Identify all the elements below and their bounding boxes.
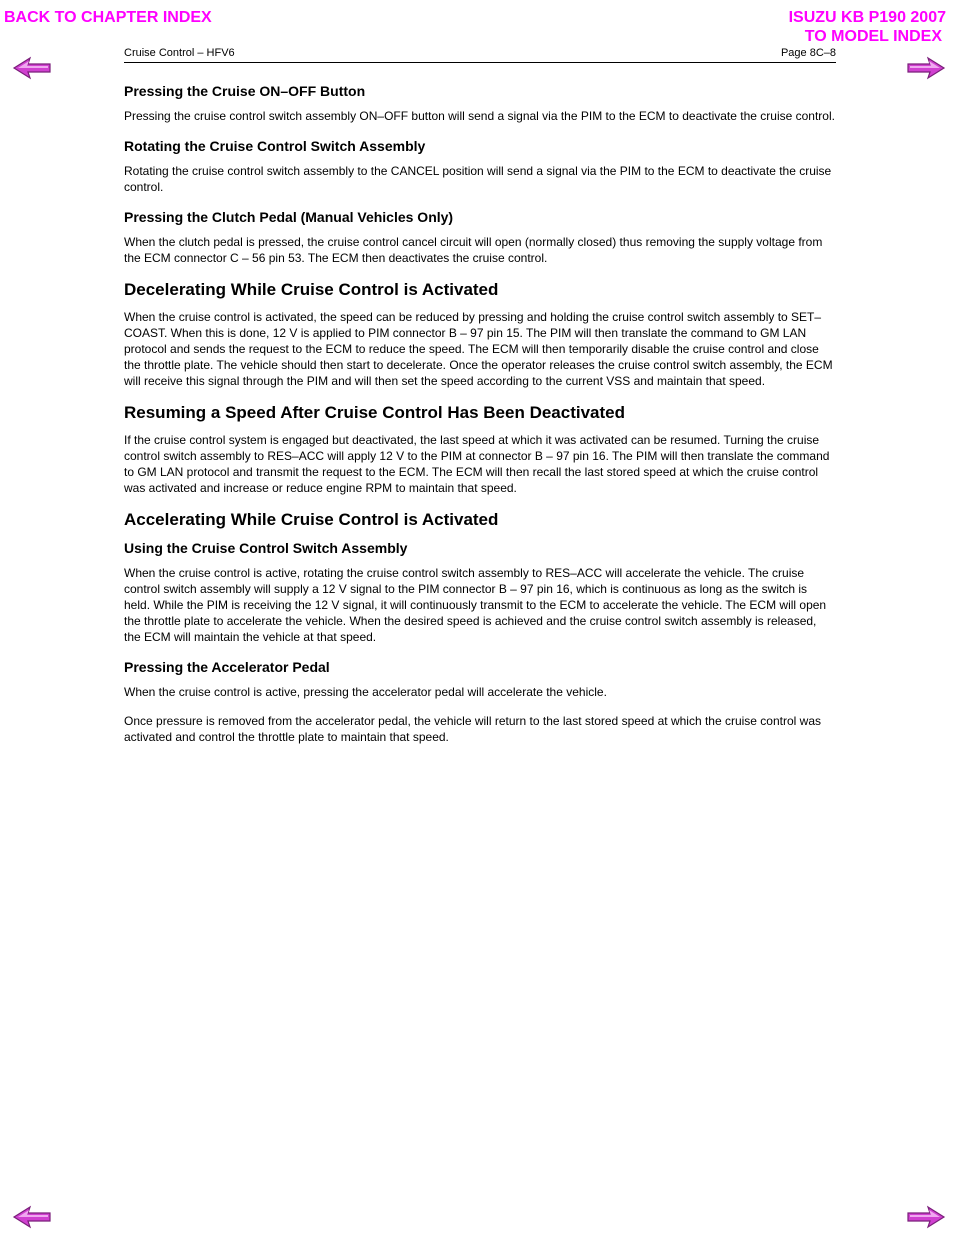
model-title-link[interactable]: ISUZU KB P190 2007: [788, 9, 946, 26]
to-model-index-link[interactable]: TO MODEL INDEX: [804, 28, 942, 45]
header-section-title: Cruise Control – HFV6: [124, 47, 235, 59]
next-page-arrow-icon[interactable]: [906, 56, 946, 80]
paragraph: When the clutch pedal is pressed, the cruise control cancel circuit will open (normally closed) thus removing the supply voltage from the ECM connector C – 56 pin 53. The ECM then deactivates the cruise control.: [124, 235, 823, 265]
heading-decelerating: Decelerating While Cruise Control is Activated: [124, 280, 499, 299]
paragraph: If the cruise control system is engaged but deactivated, the last speed at which it was activated can be resumed. Turning the cruise control switch assembly to RES–ACC will apply 12 V to the PIM at connector B – 97 pin 16. The PIM will then translate the command to GM LAN protocol and transmit the request to the ECM. The ECM will then recall the last stored speed at which the cruise control was activated and increase or reduce engine RPM to maintain that speed.: [124, 433, 830, 495]
paragraph: Pressing the cruise control switch assembly ON–OFF button will send a signal via the PIM to the ECM to deactivate the cruise control.: [124, 109, 835, 123]
paragraph: When the cruise control is active, pressing the accelerator pedal will accelerate the vehicle.: [124, 685, 607, 699]
paragraph: Once pressure is removed from the accelerator pedal, the vehicle will return to the last stored speed at which the cruise control was activated and control the throttle plate to maintain that speed.: [124, 714, 822, 744]
paragraph: Rotating the cruise control switch assembly to the CANCEL position will send a signal via the PIM to the ECM to deactivate the cruise control.: [124, 164, 832, 194]
paragraph: When the cruise control is active, rotating the cruise control switch assembly to RES–ACC will accelerate the vehicle. The cruise control switch assembly will supply a 12 V signal to the PIM connector B – 97 pin 16, which is continuous as long as the switch is held. While the PIM is receiving the 12 V signal, it will continuously transmit to the ECM to accelerate the vehicle. The ECM will open the throttle plate to accelerate the vehicle. When the desired speed is achieved and the cruise control switch assembly is released, the ECM will maintain the vehicle at that speed.: [124, 566, 827, 644]
heading-accelerating: Accelerating While Cruise Control is Activated: [124, 510, 499, 529]
header-page-number: Page 8C–8: [780, 47, 836, 59]
heading-resuming-speed: Resuming a Speed After Cruise Control Has Been Deactivated: [124, 403, 626, 422]
previous-page-arrow-icon[interactable]: [12, 1205, 52, 1229]
heading-using-switch-assembly: Using the Cruise Control Switch Assembly: [124, 540, 408, 556]
next-page-arrow-icon[interactable]: [906, 1205, 946, 1229]
running-header: [124, 46, 836, 63]
heading-clutch-pedal: Pressing the Clutch Pedal (Manual Vehicles Only): [124, 209, 454, 225]
back-to-chapter-index-link[interactable]: BACK TO CHAPTER INDEX: [4, 9, 212, 26]
previous-page-arrow-icon[interactable]: [12, 56, 52, 80]
heading-cruise-on-off: Pressing the Cruise ON–OFF Button: [124, 83, 366, 99]
heading-accelerator-pedal: Pressing the Accelerator Pedal: [124, 659, 330, 675]
heading-rotating-switch: Rotating the Cruise Control Switch Assembly: [124, 138, 426, 154]
paragraph: When the cruise control is activated, the speed can be reduced by pressing and holding the cruise control switch assembly to SET–COAST. When this is done, 12 V is applied to PIM connector B – 97 pin 15. The PIM will then translate the command to GM LAN protocol and sends the request to the ECM to reduce the speed. The ECM will then temporarily disable the cruise control and close the throttle plate. The vehicle should then start to decelerate. Once the operator releases the cruise control switch assembly, the ECM will receive this signal through the PIM and will then set the speed according to the current VSS and maintain that speed.: [124, 310, 833, 388]
page-content: [124, 82, 836, 758]
